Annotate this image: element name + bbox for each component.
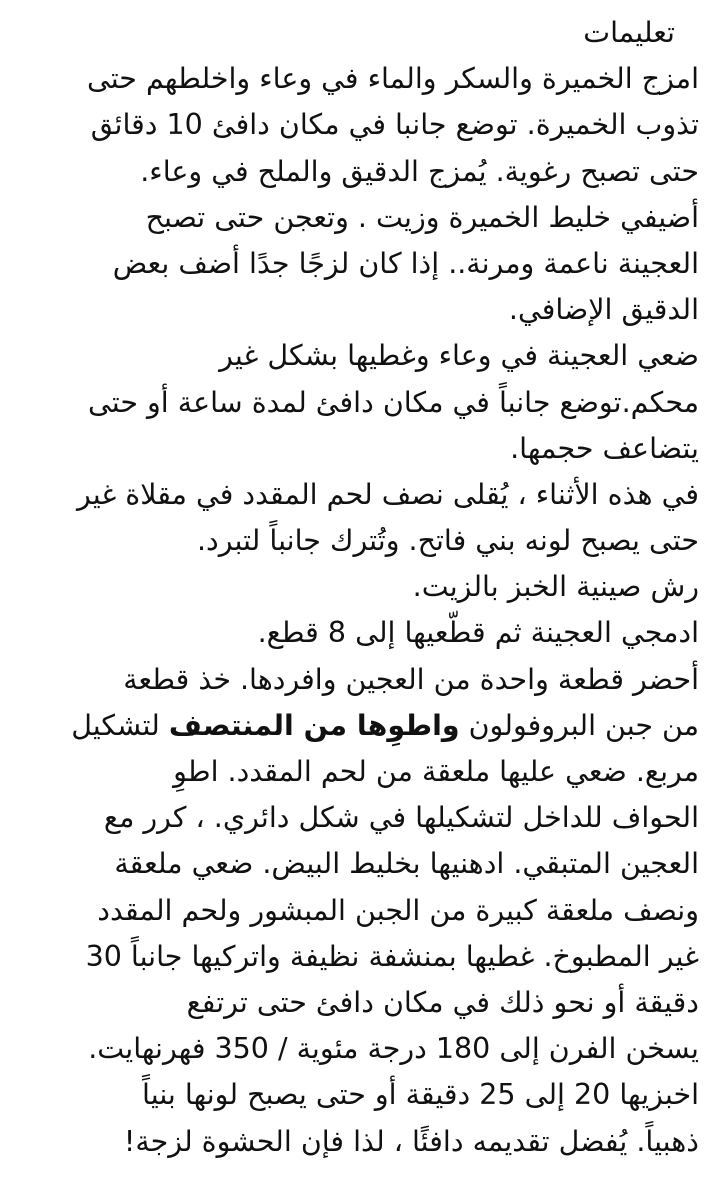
- line-end-text: لتشكيل: [71, 708, 169, 742]
- instruction-line: حتى تصبح رغوية. يُمزج الدقيق والملح في وعاء.: [140, 154, 699, 188]
- instruction-line: العجين المتبقي. ادهنيها بخليط البيض. ضعي ملعقة: [114, 847, 699, 881]
- instruction-line: اخبزيها 20 إلى 25 دقيقة أو حتى يصبح لونها بنياً: [142, 1078, 699, 1112]
- instruction-line-mixed: [12, 703, 699, 749]
- instruction-line: أضيفي خليط الخميرة وزيت . وتعجن حتى تصبح: [145, 200, 699, 234]
- instruction-line: يتضاعف حجمها.: [510, 431, 699, 465]
- instruction-line: ونصف ملعقة كبيرة من الجبن المبشور ولحم المقدد: [97, 893, 699, 927]
- instructions-title: تعليمات: [583, 16, 675, 49]
- instruction-line: الدقيق الإضافي.: [508, 293, 699, 327]
- instruction-line: في هذه الأثناء ، يُقلى نصف لحم المقدد في مقلاة غير: [77, 477, 699, 511]
- instruction-line: غير المطبوخ. غطيها بمنشفة نظيفة واتركيها جانباً 30: [85, 939, 699, 973]
- line-start-text: من جبن البروفولون: [459, 708, 699, 742]
- instruction-line: أحضر قطعة واحدة من العجين وافردها. خذ قطعة: [123, 662, 699, 696]
- instruction-line: ذهبياً. يُفضل تقديمه دافئًا ، لذا فإن الحشوة لزجة!: [123, 1124, 699, 1158]
- instruction-line: ادمجي العجينة ثم قطّعيها إلى 8 قطع.: [257, 616, 699, 650]
- instruction-line: دقيقة أو نحو ذلك في مكان دافئ حتى ترتفع: [186, 985, 699, 1019]
- bold-text: واطوِها من المنتصف: [168, 708, 460, 742]
- instruction-line: رش صينية الخبز بالزيت.: [412, 570, 699, 604]
- instruction-line: العجينة ناعمة ومرنة.. إذا كان لزجًا جدًا أضف بعض: [112, 246, 699, 280]
- instruction-line: يسخن الفرن إلى 180 درجة مئوية / 350 فهرنهايت.: [88, 1032, 699, 1066]
- instruction-line: مربع. ضعي عليها ملعقة من لحم المقدد. اطوِ: [173, 755, 699, 788]
- instruction-line: ضعي العجينة في وعاء وغطيها بشكل غير: [219, 339, 699, 373]
- instruction-line: الحواف للداخل لتشكيلها في شكل دائري. ، كرر مع: [103, 801, 699, 835]
- instruction-line: حتى يصبح لونه بني فاتح. وتُترك جانباً لتبرد.: [196, 524, 699, 558]
- instruction-line: امزج الخميرة والسكر والماء في وعاء واخلطهم حتى: [86, 62, 699, 96]
- instruction-line: تذوب الخميرة. توضع جانبا في مكان دافئ 10 دقائق: [90, 108, 699, 142]
- instruction-line: محكم.توضع جانباً في مكان دافئ لمدة ساعة أو حتى: [88, 385, 699, 419]
- recipe-instructions: [12, 10, 699, 1165]
